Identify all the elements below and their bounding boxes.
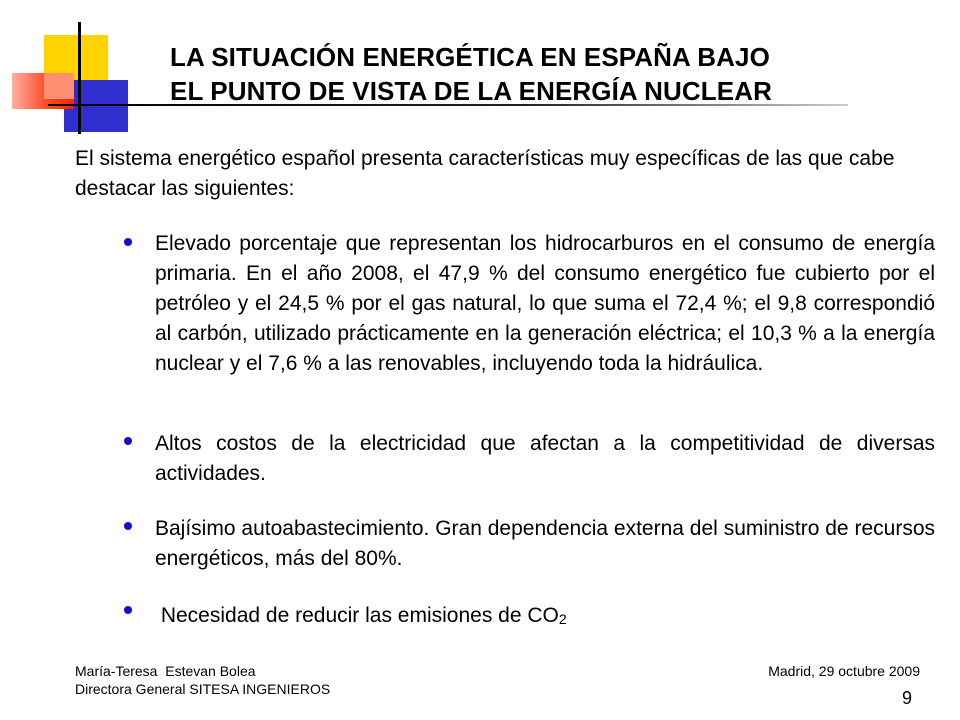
footer-author-block (75, 662, 330, 698)
slide-title-line-1: LA SITUACIÓN ENERGÉTICA EN ESPAÑA BAJO (170, 42, 770, 72)
co2-subscript: 2 (558, 611, 567, 627)
bullet-item-4 (155, 601, 935, 634)
footer-role: Directora General SITESA INGENIEROS (75, 681, 331, 697)
bullet-item-1: Elevado porcentaje que representan los hidrocarburos en el consumo de energía primaria. En el año 2008, el 47,9 % del consumo energético fue cubierto por el petróleo y el 24,5 % por el gas natural, lo que suma el 72,4 %; el 9,8 correspondió al carbón, utilizado prácticamente en la generación eléctrica; el 10,3 % a la energía nuclear y el 7,6 % a las renovables, incluyendo toda la hidráulica. (155, 232, 935, 375)
bullet-item-3: Bajísimo autoabastecimiento. Gran dependencia externa del suministro de recursos energéticos, más del 80%. (155, 517, 935, 570)
page-number: 9 (901, 688, 912, 708)
intro-paragraph: El sistema energético español presenta características muy específicas de las que cabe destacar las siguientes: (75, 147, 895, 200)
slide-title-line-2: EL PUNTO DE VISTA DE LA ENERGÍA NUCLEAR (170, 76, 772, 106)
slide-title (170, 40, 930, 108)
footer-place-date: Madrid, 29 octubre 2009 (768, 663, 920, 679)
footer-author: María-Teresa Estevan Bolea (75, 663, 256, 679)
logo-vertical-line (78, 22, 81, 134)
bullet-icon (124, 606, 132, 614)
bullet-icon (124, 522, 132, 530)
bullet-icon (124, 238, 132, 246)
bullet-icon (124, 437, 132, 445)
logo-overlap-square (44, 73, 74, 99)
bullet-item-4-text: Necesidad de reducir las emisiones de CO (155, 604, 559, 627)
bullet-item-2: Altos costos de la electricidad que afectan a la competitividad de diversas actividades. (155, 432, 935, 485)
